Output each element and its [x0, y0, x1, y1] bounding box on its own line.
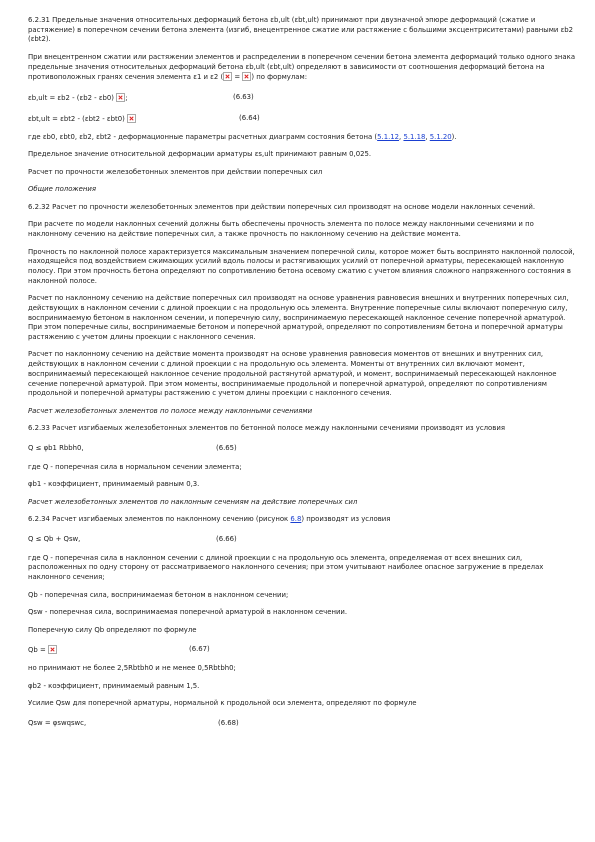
broken-image-icon: [48, 645, 57, 654]
formula-number: (6.67): [189, 645, 210, 654]
formula-text: εb,ult = εb2 - (εb2 - εb0): [28, 93, 117, 102]
document-page: [28, 16, 578, 738]
paragraph-qsw-definition: Qsw - поперечная сила, воспринимаемая поперечной арматурой в наклонном сечении.: [28, 608, 348, 617]
formula-text: εbt,ult = εbt2 - (εbt2 - εbt0): [28, 114, 127, 123]
paragraph-eccentric-compression: [28, 53, 578, 83]
paragraph-phi-b2: φb2 - коэффициент, принимаемый равным 1,5.: [28, 681, 200, 690]
paragraph-phi-b1: φb1 - коэффициент, принимаемый равным 0,3.: [28, 480, 200, 489]
paragraph-qb-limits: но принимают не более 2,5Rbtbh0 и не менее 0,5Rbtbh0;: [28, 664, 236, 673]
text-segment: где εb0, εbt0, εb2, εbt2 - деформационные параметры расчетных диаграмм состояния бетона (: [28, 132, 378, 141]
paragraph-inclined-strip-strength: Прочность по наклонной полосе характеризуется максимальным значением поперечной силы, которое может быть воспринято наклонной полосой, находящейся под воздействием сжимающих усилий вдоль полосы и растягивающих усилий от поперечной арматуры, пересекающей наклонную полосу. При этом прочность бетона определяют по сопротивлению бетона осевому сжатию с учетом влияния сложного напряженного состояния в наклонной полосе.: [28, 247, 575, 285]
formula-number: (6.68): [218, 718, 239, 727]
paragraph-q-definition: где Q - поперечная сила в нормальном сечении элемента;: [28, 462, 242, 471]
paragraph-qsw-formula-intro: Усилие Qsw для поперечной арматуры, нормальной к продольной оси элемента, определяют по формуле: [28, 699, 417, 708]
paragraph-moment-calculation: Расчет по наклонному сечению на действие момента производят на основе уравнения равновесия моментов от внешних и внутренних сил, действующих в наклонном сечении с длиной проекции с на продольную ось элемента. Моменты от внутренних сил включают момент, воспринимаемый пересекающей наклонное сечение продольной растянутой арматурой, и момент, воспринимаемый пересекающей наклонное сечение поперечной арматурой. При этом моменты, воспринимаемые продольной и поперечной арматурой, определяют по сопротивлениям продольной и поперечной арматуры растяжению с учетом длины проекции с наклонного сечения.: [28, 350, 557, 398]
heading-inclined-sections-shear: Расчет железобетонных элементов по наклонным сечениям на действие поперечных сил: [28, 497, 358, 506]
formula-text: Qsw = φswqswc,: [28, 718, 87, 727]
text-segment: ) по формулам:: [251, 73, 308, 82]
paragraph-qb-formula-intro: Поперечную силу Qb определяют по формуле: [28, 625, 197, 634]
paragraph-qb-definition: Qb - поперечная сила, воспринимаемая бетоном в наклонном сечении;: [28, 590, 289, 599]
paragraph-6-2-31: 6.2.31 Предельные значения относительных деформаций бетона εb,ult (εbt,ult) принимают при двузначной эпюре деформаций (сжатие и растяжение) в поперечном сечении бетона элемента (изгиб, внецентренное сжатие или растяжение с большими эксцентриситетами) равными εb2 (εbt2).: [28, 16, 574, 44]
link-5-1-20[interactable]: 5.1.20: [429, 132, 452, 141]
formula-number: (6.65): [216, 443, 237, 452]
paragraph-deformation-parameters: [28, 133, 578, 143]
link-5-1-12[interactable]: 5.1.12: [377, 132, 400, 141]
formula-6-66: [28, 533, 578, 546]
broken-image-icon: [116, 93, 128, 102]
broken-image-icon: [242, 72, 251, 81]
formula-6-67: [28, 643, 578, 656]
heading-strip-between-sections: Расчет железобетонных элементов по полосе между наклонными сечениями: [28, 406, 313, 415]
paragraph-shear-calculation: Расчет по наклонному сечению на действие поперечных сил производят на основе уравнения равновесия внешних и внутренних поперечных сил, действующих в наклонном сечении с длиной проекции с на продольную ось элемента. Внутренние поперечные силы включают поперечную силу, воспринимаемую бетоном в наклонном сечении, и поперечную силу, воспринимаемую пересекающей наклонное сечение поперечной арматурой. При этом поперечные силы, воспринимаемые бетоном и поперечной арматурой, определяют по сопротивлениям бетона и поперечной арматуры растяжению с учетом длины проекции с наклонного сечения.: [28, 294, 569, 341]
paragraph-reinforcement-strain: Предельное значение относительной деформации арматуры εs,ult принимают равным 0,025.: [28, 150, 372, 159]
paragraph-6-2-33: 6.2.33 Расчет изгибаемых железобетонных элементов по бетонной полосе между наклонными сечениями производят из условия: [28, 424, 505, 433]
formula-6-63: [28, 91, 578, 104]
paragraph-6-2-32: 6.2.32 Расчет по прочности железобетонных элементов при действии поперечных сил производят на основе модели наклонных сечений.: [28, 202, 536, 211]
paragraph-inclined-sections-model: При расчете по модели наклонных сечений должны быть обеспечены прочность элемента по полосе между наклонными сечениями и по наклонному сечению на действие поперечных сил, а также прочность по наклонному сечению на действие момента.: [28, 220, 534, 239]
text-segment: ).: [451, 132, 457, 141]
text-segment: =: [232, 73, 243, 82]
formula-text: Q ≤ φb1 Rbbh0,: [28, 443, 84, 452]
text-segment: При внецентренном сжатии или растяжении элементов и распределении в поперечном сечении бетона элемента деформаций только одного знака предельные значения относительных деформаций бетона εb,ult (εbt,ult) определяют в зависимости от соотношения деформаций бетона на противоположных гранях сечения элемента ε1 и ε2 (: [28, 52, 576, 82]
text-segment: ) производят из условия: [301, 515, 391, 524]
text-segment: 6.2.34 Расчет изгибаемых элементов по наклонному сечению (рисунок: [28, 515, 291, 524]
formula-number: (6.63): [233, 92, 254, 101]
formula-text: Q ≤ Qb + Qsw,: [28, 534, 81, 543]
formula-text: Qb =: [28, 646, 48, 655]
link-figure-6-8[interactable]: 6.8: [290, 515, 302, 524]
formula-text-tail: ;: [125, 93, 128, 102]
paragraph-6-2-34: [28, 515, 578, 525]
heading-shear-strength: Расчет по прочности железобетонных элементов при действии поперечных сил: [28, 167, 323, 176]
formula-6-68: [28, 717, 578, 730]
formula-6-65: [28, 442, 578, 455]
heading-general-provisions: Общие положения: [28, 185, 96, 194]
separator: ,: [425, 132, 430, 141]
link-5-1-18[interactable]: 5.1.18: [403, 132, 426, 141]
formula-number: (6.64): [239, 113, 260, 122]
formula-6-64: [28, 112, 578, 125]
broken-image-icon: [223, 72, 232, 81]
paragraph-q-inclined-definition: где Q - поперечная сила в наклонном сечении с длиной проекции с на продольную ось элемента, определяемая от всех внешних сил, расположенных по одну сторону от рассматриваемого наклонного сечения; при этом учитывают наиболее опасное загружение в пределах наклонного сечения;: [28, 553, 544, 582]
separator: ,: [399, 132, 404, 141]
broken-image-icon: [127, 114, 136, 123]
formula-number: (6.66): [216, 534, 237, 543]
